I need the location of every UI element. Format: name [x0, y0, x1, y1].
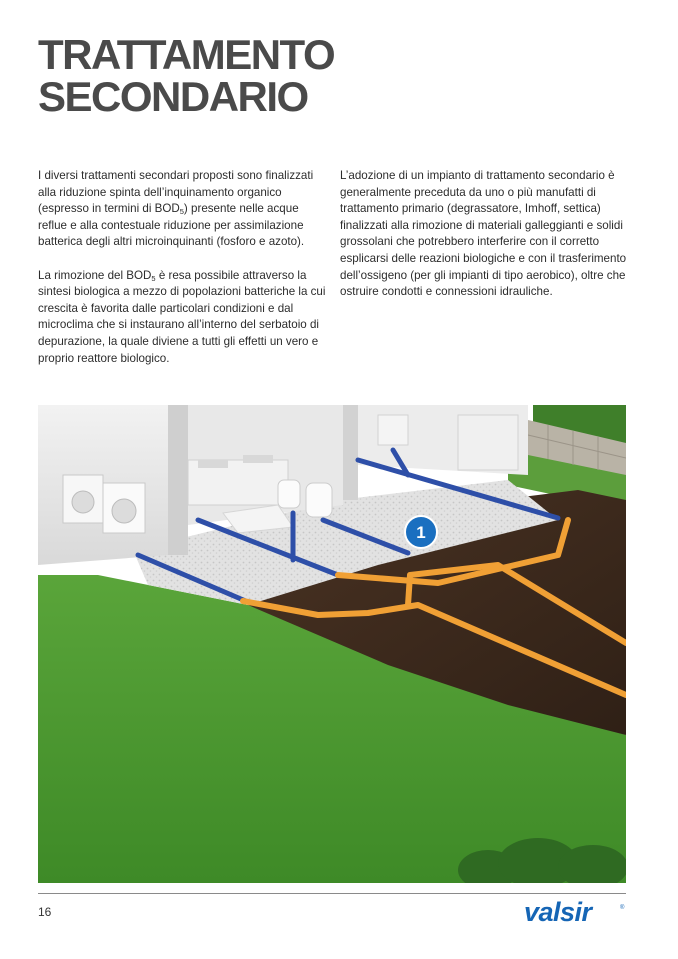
title-line-2: SECONDARIO	[38, 73, 308, 120]
page-number: 16	[38, 905, 52, 919]
paragraph-left-1: I diversi trattamenti secondari proposti sono finalizzati alla riduzione spinta dell’inquinamento organico (espresso in termini di $BOD_5$) presente nelle acque reflue e alla contestuale riduzione per assimilazione batterica degli altri microinquinanti (fosforo e azoto).	[38, 169, 314, 249]
title-line-1: TRATTAMENTO	[38, 31, 335, 78]
paragraph-right-1: L’adozione di un impianto di trattamento secondario è generalmente preceduta da uno o più manufatti di trattamento primario (degrassatore, Imhoff, settica) finalizzati alla rimozione di materiali galleggianti e solidi grossolani che potrebbero interferire con il corretto esplicarsi delle reazioni biologiche e con il trasferimento dell’ossigeno (per gli impianti di tipo aerobico), oltre che ostruire condotti e connessioni idrauliche.	[340, 169, 627, 299]
svg-text:1: 1	[416, 523, 426, 542]
marker-1	[405, 516, 437, 548]
valsir-logo: valsir	[524, 897, 592, 927]
sink-counter	[188, 455, 288, 505]
house-drainage-illustration	[38, 405, 626, 883]
text-column-left	[38, 168, 326, 384]
text-column-right	[340, 168, 632, 317]
page-title	[38, 31, 335, 120]
registered-mark: ®	[620, 905, 625, 911]
footer-divider	[38, 893, 626, 894]
paragraph-left-2: La rimozione del $BOD_5$ è resa possibile attraverso la sintesi biologica a mezzo di popolazioni batteriche la cui crescita è favorita dalle particolari condizioni e dal microclima che si instaurano all’interno del serbatoio di depurazione, la quale diviene a tutti gli effetti un vero e proprio reattore biologico.	[38, 268, 326, 365]
